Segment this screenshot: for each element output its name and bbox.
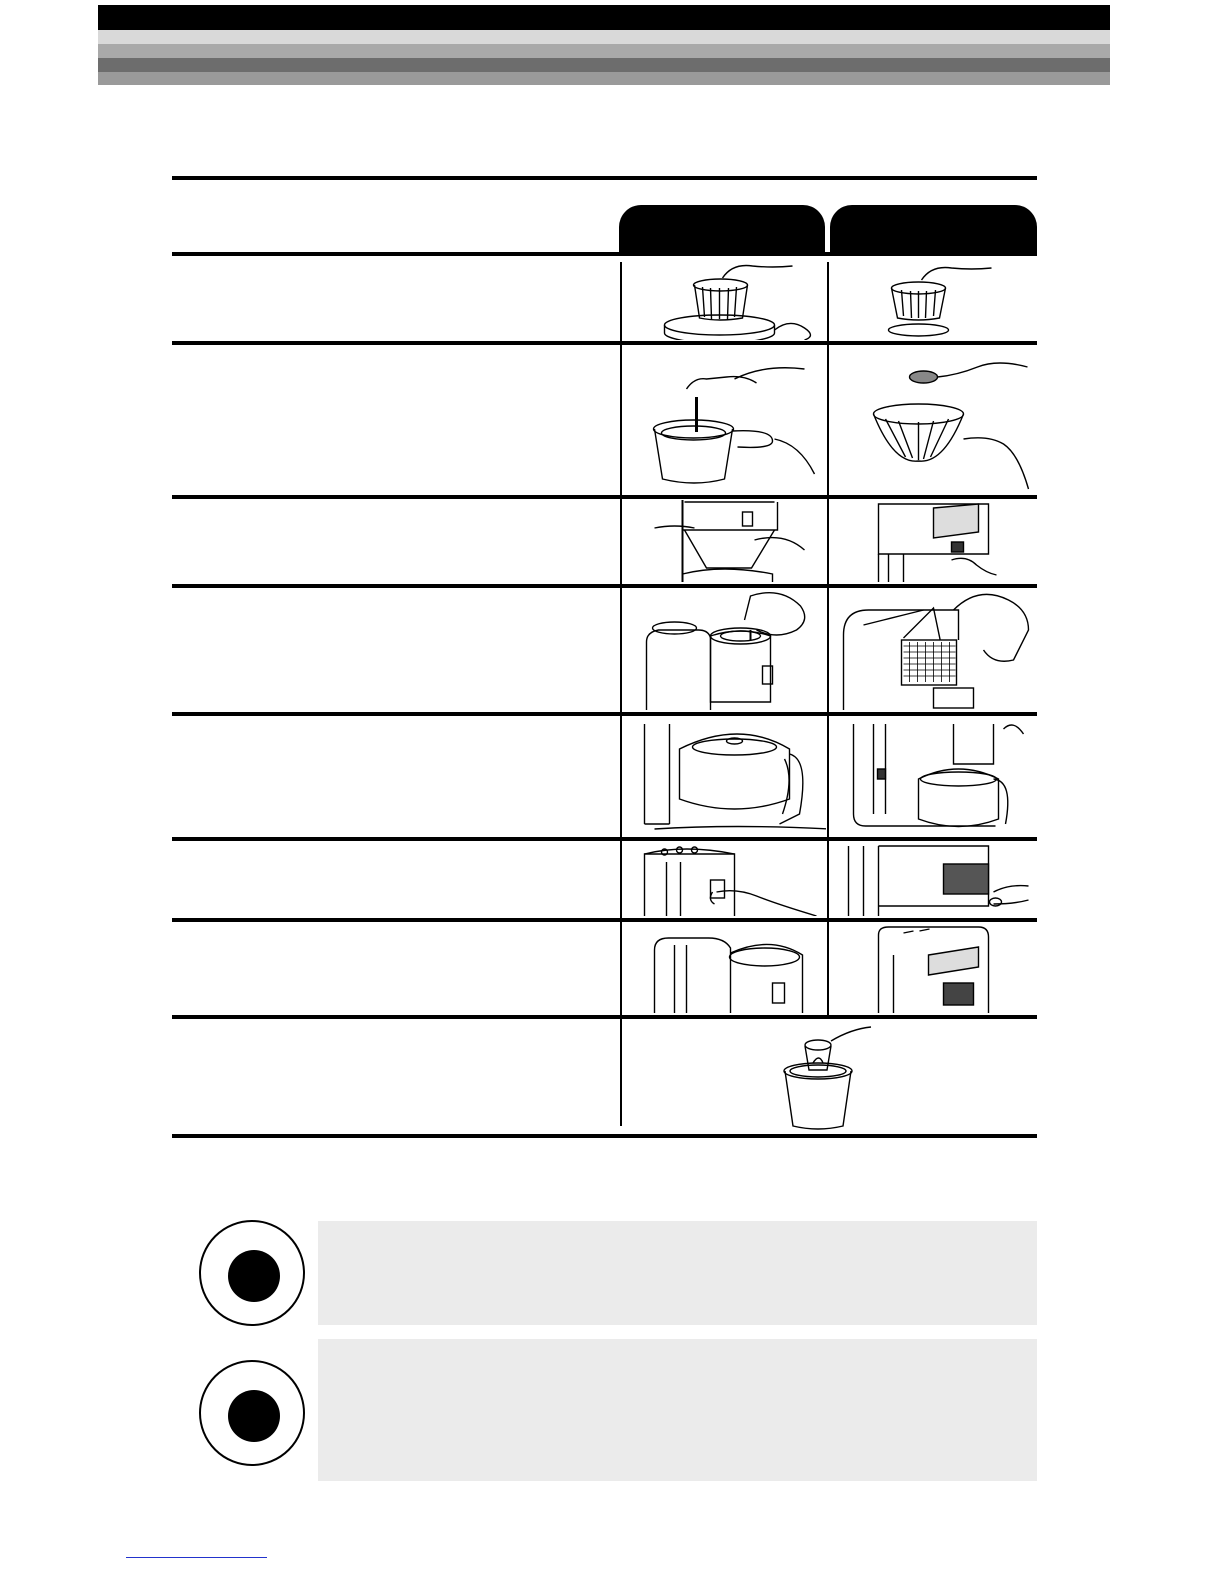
row-rule <box>172 1015 1037 1019</box>
note-icon <box>199 1220 305 1326</box>
header-stripe-1 <box>98 30 1110 44</box>
note-dot <box>228 1390 280 1442</box>
add-coffee-illustration <box>831 349 1036 491</box>
header-stripe-2 <box>98 44 1110 58</box>
note-icon <box>199 1360 305 1466</box>
pour-water-illustration <box>623 590 826 710</box>
row-rule <box>172 341 1037 345</box>
filter-insert-illustration <box>623 260 826 340</box>
add-coffee-illustration <box>623 349 826 491</box>
footer-link[interactable] <box>126 1557 267 1558</box>
note-dot <box>228 1250 280 1302</box>
table-bottom-rule <box>172 1134 1037 1138</box>
row-rule <box>172 584 1037 588</box>
carafe-illustration <box>623 719 826 833</box>
insert-funnel-illustration <box>831 500 1036 582</box>
column-tab-left <box>619 205 825 253</box>
brewer-ready-illustration <box>623 925 826 1013</box>
carafe-illustration <box>831 719 1036 833</box>
column-divider-middle <box>827 262 829 1017</box>
header-stripe-4 <box>98 72 1110 85</box>
table-top-rule <box>172 176 1037 180</box>
pour-water-illustration <box>831 590 1036 710</box>
header-band-black <box>98 5 1110 30</box>
note-box <box>318 1339 1037 1481</box>
table-header-rule <box>172 252 1037 256</box>
insert-funnel-illustration <box>623 500 826 582</box>
column-tab-right <box>830 205 1037 253</box>
header-stripe-3 <box>98 58 1110 72</box>
brewer-ready-illustration <box>831 925 1036 1013</box>
discard-filter-illustration <box>623 1021 1035 1131</box>
note-box <box>318 1221 1037 1325</box>
row-rule <box>172 712 1037 716</box>
press-switch-illustration <box>831 844 1036 916</box>
filter-insert-illustration <box>831 260 1036 340</box>
press-switch-illustration <box>623 844 826 916</box>
row-rule <box>172 918 1037 922</box>
column-divider-left <box>620 262 622 1126</box>
row-rule <box>172 495 1037 499</box>
row-rule <box>172 837 1037 841</box>
